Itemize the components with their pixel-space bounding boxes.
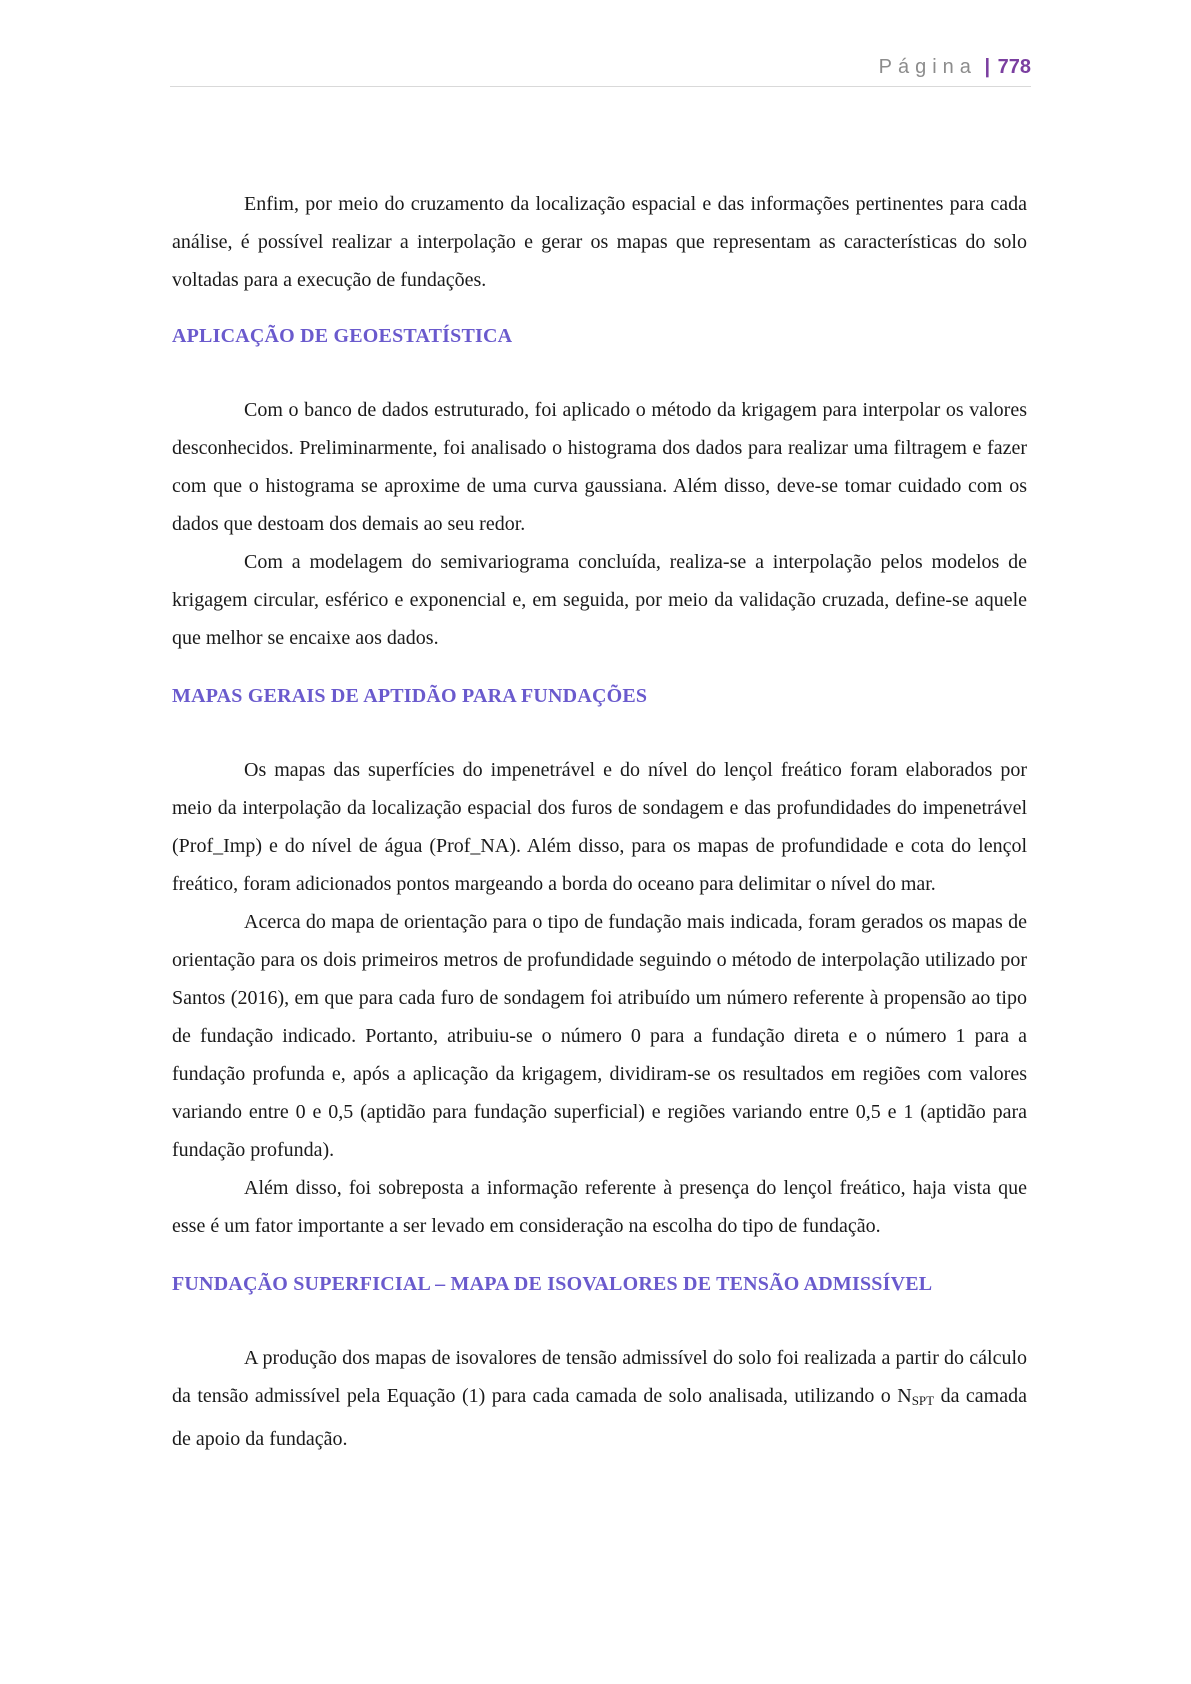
paragraph-semivariograma: Com a modelagem do semivariograma concluída, realiza-se a interpolação pelos modelos de krigagem circular, esférico e exponencial e, em seguida, por meio da validação cruzada, define-se aquele que melhor se encaixe aos dados. <box>172 551 1027 649</box>
heading-mapas-gerais: MAPAS GERAIS DE APTIDÃO PARA FUNDAÇÕES <box>172 685 648 707</box>
page-label: Página <box>878 56 977 78</box>
paragraph-tensao-admissivel <box>172 1339 1027 1458</box>
paragraph-orientacao: Acerca do mapa de orientação para o tipo de fundação mais indicada, foram gerados os mapas de orientação para os dois primeiros metros de profundidade seguindo o método de interpolação utilizado por Santos (2016), em que para cada furo de sondagem foi atribuído um número referente à propensão ao tipo de fundação indicado. Portanto, atribuiu-se o número 0 para a fundação direta e o número 1 para a fundação profunda e, após a aplicação da krigagem, dividiram-se os resultados em regiões com valores variando entre 0 e 0,5 (aptidão para fundação superficial) e regiões variando entre 0,5 e 1 (aptidão para fundação profunda). <box>172 911 1027 1161</box>
heading-fundacao-superficial: FUNDAÇÃO SUPERFICIAL – MAPA DE ISOVALORES DE TENSÃO ADMISSÍVEL <box>172 1273 933 1295</box>
heading-geoestatistica: APLICAÇÃO DE GEOESTATÍSTICA <box>172 325 513 347</box>
paragraph-superficies: Os mapas das superfícies do impenetrável e do nível do lençol freático foram elaborados por meio da interpolação da localização espacial dos furos de sondagem e das profundidades do impenetrável (Prof_Imp) e do nível de água (Prof_NA). Além disso, para os mapas de profundidade e cota do lençol freático, foram adicionados pontos margeando a borda do oceano para delimitar o nível do mar. <box>172 759 1027 895</box>
paragraph-krigagem: Com o banco de dados estruturado, foi aplicado o método da krigagem para interpolar os valores desconhecidos. Preliminarmente, foi analisado o histograma dos dados para realizar uma filtragem e fazer com que o histograma se aproxime de uma curva gaussiana. Além disso, deve-se tomar cuidado com os dados que destoam dos demais ao seu redor. <box>172 399 1027 535</box>
paragraph-tensao-tail: da camada de apoio da fundação. <box>172 1385 1027 1450</box>
page-header <box>170 56 1031 87</box>
page-number: 778 <box>997 56 1031 78</box>
paragraph-tensao-text: A produção dos mapas de isovalores de tensão admissível do solo foi realizada a partir do cálculo da tensão admissível pela Equação (1) para cada camada de solo analisada, utilizando o N <box>172 1347 1027 1407</box>
nspt-subscript: SPT <box>911 1393 935 1408</box>
document-body <box>172 185 1027 1458</box>
paragraph-lencol: Além disso, foi sobreposta a informação referente à presença do lençol freático, haja vista que esse é um fator importante a ser levado em consideração na escolha do tipo de fundação. <box>172 1177 1027 1237</box>
header-separator: | <box>984 56 991 78</box>
paragraph-intro: Enfim, por meio do cruzamento da localização espacial e das informações pertinentes para cada análise, é possível realizar a interpolação e gerar os mapas que representam as características do solo voltadas para a execução de fundações. <box>172 193 1027 291</box>
